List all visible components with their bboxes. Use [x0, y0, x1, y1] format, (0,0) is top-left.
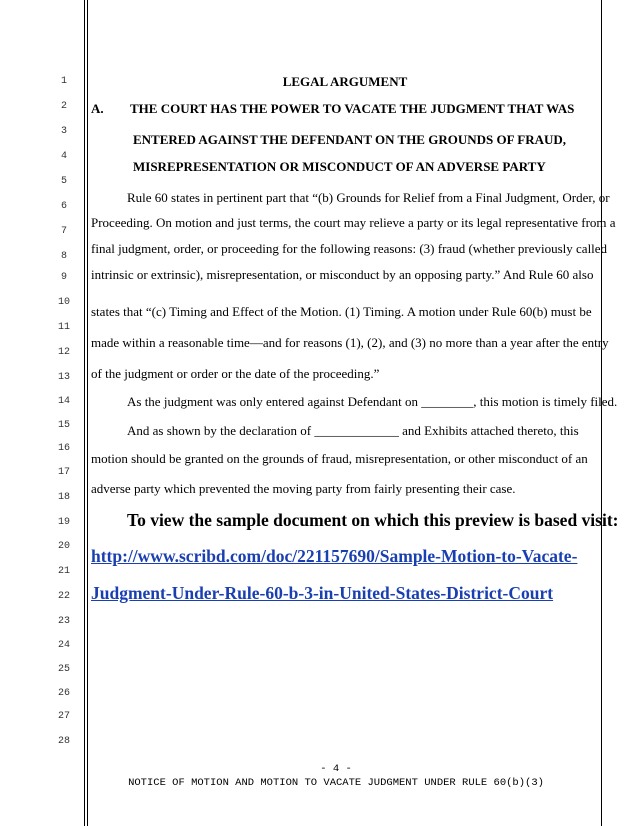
preview-notice: To view the sample document on which this preview is based visit:	[127, 510, 619, 530]
body-line: And as shown by the declaration of _____________ and Exhibits attached thereto, this	[127, 423, 579, 438]
section-letter: A.	[91, 101, 104, 116]
line-number: 4	[60, 151, 67, 162]
line-number: 27	[57, 711, 70, 722]
section-title-line: THE COURT HAS THE POWER TO VACATE THE JUDGMENT THAT WAS	[130, 101, 575, 116]
footer-title: NOTICE OF MOTION AND MOTION TO VACATE JUDGMENT UNDER RULE 60(b)(3)	[128, 777, 544, 789]
line-number: 15	[57, 420, 70, 431]
body-line: final judgment, order, or proceeding for the following reasons: (3) fraud (whether previously called	[91, 241, 608, 256]
section-title-line: MISREPRESENTATION OR MISCONDUCT OF AN ADVERSE PARTY	[133, 159, 546, 174]
line-number: 20	[57, 541, 70, 552]
line-number: 14	[57, 396, 70, 407]
line-number: 2	[60, 101, 67, 112]
line-number: 7	[60, 226, 67, 237]
body-line: motion should be granted on the grounds of fraud, misrepresentation, or other misconduct of an	[91, 451, 588, 466]
line-number: 16	[57, 443, 70, 454]
line-number: 28	[57, 736, 70, 747]
body-line: states that “(c) Timing and Effect of the Motion. (1) Timing. A motion under Rule 60(b) must be	[91, 304, 592, 319]
line-number: 6	[60, 201, 67, 212]
page-number: - 4 -	[320, 763, 352, 775]
scribd-link[interactable]: http://www.scribd.com/doc/221157690/Sample-Motion-to-Vacate-	[91, 546, 578, 566]
line-number: 24	[57, 640, 70, 651]
line-number: 10	[57, 297, 70, 308]
line-number: 3	[60, 126, 67, 137]
body-line: made within a reasonable time—and for reasons (1), (2), and (3) no more than a year after the entry	[91, 335, 609, 350]
right-margin-rule	[601, 0, 602, 826]
scribd-link[interactable]: Judgment-Under-Rule-60-b-3-in-United-States-District-Court	[91, 583, 554, 603]
line-number: 5	[60, 176, 67, 187]
line-number: 12	[57, 347, 70, 358]
line-number: 17	[57, 467, 70, 478]
body-line: of the judgment or order or the date of the proceeding.”	[91, 366, 380, 381]
line-number: 9	[60, 272, 67, 283]
line-number: 13	[57, 372, 70, 383]
body-line: adverse party which prevented the moving party from fairly presenting their case.	[91, 481, 516, 496]
line-number: 21	[57, 566, 70, 577]
line-number: 1	[60, 76, 67, 87]
line-number: 18	[57, 492, 70, 503]
left-margin-rule-inner	[87, 0, 88, 826]
line-number: 19	[57, 517, 70, 528]
line-number: 8	[60, 251, 67, 262]
page-heading: LEGAL ARGUMENT	[282, 74, 408, 89]
body-line: Proceeding. On motion and just terms, the court may relieve a party or its legal representative from a	[91, 215, 616, 230]
left-margin-rule-outer	[84, 0, 85, 826]
line-number: 25	[57, 664, 70, 675]
line-number: 11	[57, 322, 70, 333]
line-number: 23	[57, 616, 70, 627]
section-title-line: ENTERED AGAINST THE DEFENDANT ON THE GROUNDS OF FRAUD,	[133, 132, 567, 147]
body-line: Rule 60 states in pertinent part that “(b) Grounds for Relief from a Final Judgment, Order, or	[127, 190, 610, 205]
body-line: As the judgment was only entered against Defendant on ________, this motion is timely filed.	[127, 394, 618, 409]
line-number: 22	[57, 591, 70, 602]
line-number: 26	[57, 688, 70, 699]
body-line: intrinsic or extrinsic), misrepresentation, or misconduct by an opposing party.” And Rule 60 also	[91, 267, 594, 282]
